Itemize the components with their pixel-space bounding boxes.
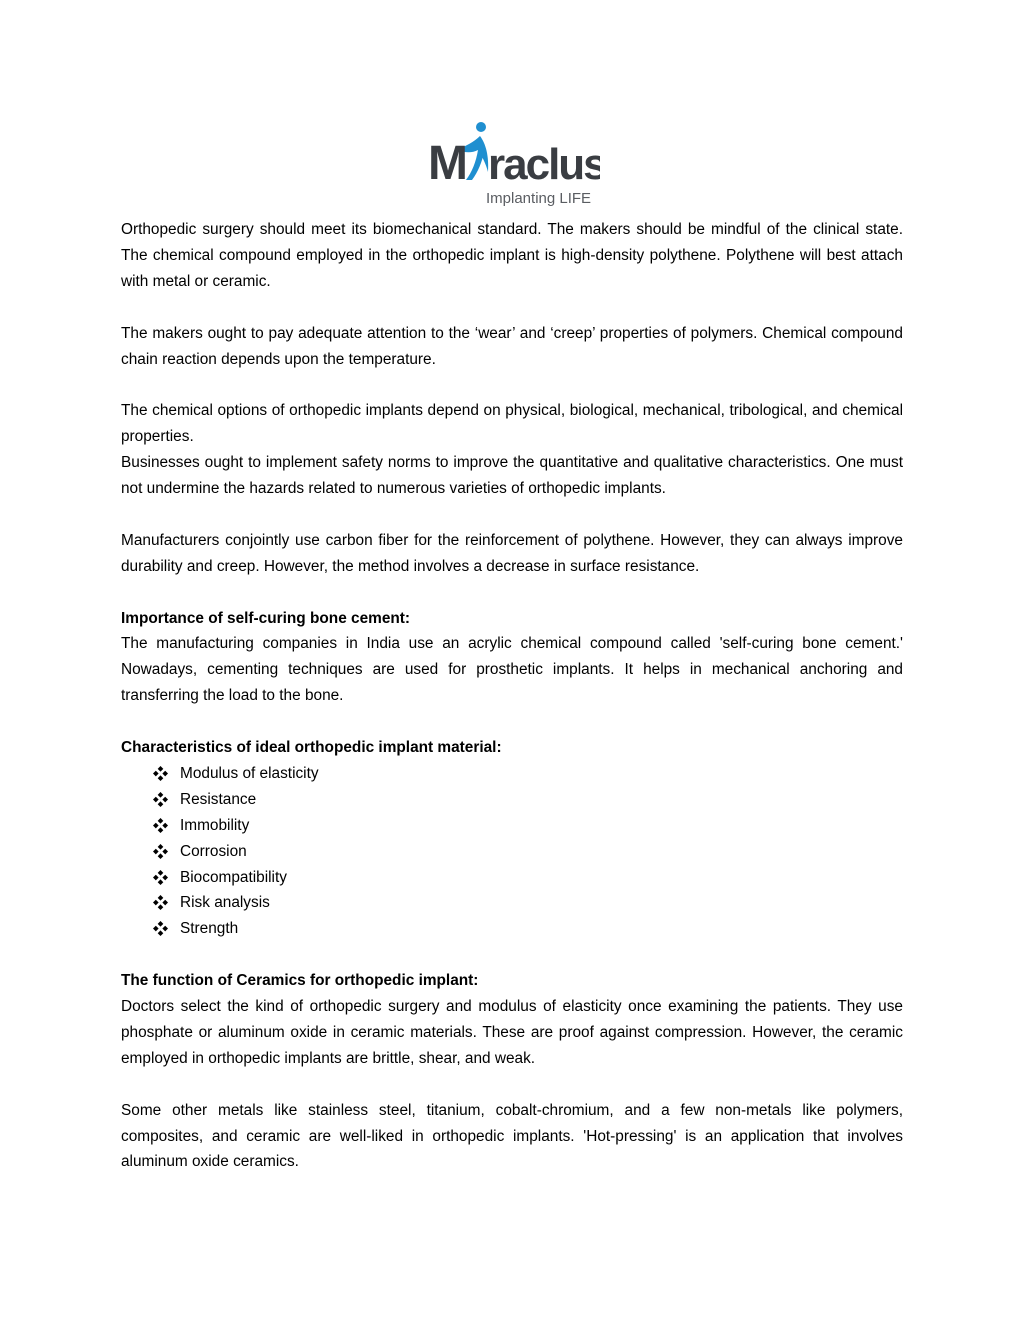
characteristics-list [121, 761, 903, 942]
diamond-bullet-icon [153, 870, 168, 885]
list-item [153, 865, 903, 891]
diamond-bullet-icon [153, 792, 168, 807]
article-body [121, 217, 903, 1175]
paragraph-biomechanical: Orthopedic surgery should meet its biomechanical standard. The makers should be mindful of the clinical state. The chemical compound employed in the orthopedic implant is high-density polythene. Polythene will best attach with metal or ceramic. [121, 221, 903, 290]
list-item-label: Strength [180, 920, 239, 938]
logo-tagline: Implanting LIFE [486, 190, 592, 207]
miraclus-logo-graphic [428, 120, 600, 208]
miraclus-logo [428, 120, 600, 208]
diamond-bullet-icon [153, 844, 168, 859]
paragraph-safety-norms: Businesses ought to implement safety norms to improve the quantitative and qualitative characteristics. One must not undermine the hazards related to numerous varieties of orthopedic implants. [121, 454, 903, 498]
diamond-bullet-icon [153, 766, 168, 781]
list-item [153, 787, 903, 813]
heading-bone-cement: Importance of self-curing bone cement: [121, 609, 411, 627]
diamond-bullet-icon [153, 921, 168, 936]
paragraph-chemical-options: The chemical options of orthopedic implants depend on physical, biological, mechanical, tribological, and chemical properties. [121, 402, 903, 446]
diamond-bullet-icon [153, 818, 168, 833]
heading-characteristics: Characteristics of ideal orthopedic implant material: [121, 739, 502, 757]
diamond-bullet-icon [153, 895, 168, 910]
logo-wordmark-rest: raclus [488, 140, 600, 189]
paragraph-carbon-fiber: Manufacturers conjointly use carbon fiber for the reinforcement of polythene. However, they can always improve durability and creep. However, the method involves a decrease in surface resistance. [121, 531, 903, 575]
list-item [153, 916, 903, 942]
list-item [153, 890, 903, 916]
list-item-label: Resistance [180, 790, 257, 808]
list-item [153, 839, 903, 865]
logo-letter-m: M [428, 137, 466, 190]
paragraph-wear-creep: The makers ought to pay adequate attention to the ‘wear’ and ‘creep’ properties of polymers. Chemical compound chain reaction depends upon the temperature. [121, 324, 903, 368]
heading-ceramics: The function of Ceramics for orthopedic implant: [121, 972, 479, 990]
list-item [153, 761, 903, 787]
paragraph-other-metals: Some other metals like stainless steel, titanium, cobalt-chromium, and a few non-metals like polymers, composites, and ceramic are well-liked in orthopedic implants. 'Hot-pressing' is an application that involves aluminum oxide ceramics. [121, 1101, 903, 1171]
list-item-label: Modulus of elasticity [180, 764, 319, 782]
paragraph-bone-cement: The manufacturing companies in India use an acrylic chemical compound called 'self-curing bone cement.' Nowadays, cementing techniques are used for prosthetic implants. It helps in mechanical anchoring and transferring the load to the bone. [121, 635, 903, 705]
list-item-label: Biocompatibility [180, 868, 287, 886]
list-item-label: Risk analysis [180, 894, 270, 912]
list-item-label: Immobility [180, 816, 250, 834]
list-item [153, 813, 903, 839]
list-item-label: Corrosion [180, 842, 247, 860]
paragraph-ceramics: Doctors select the kind of orthopedic surgery and modulus of elasticity once examining the patients. They use phosphate or aluminum oxide in ceramic materials. These are proof against compression. However, the ceramic employed in orthopedic implants are brittle, shear, and weak. [121, 997, 903, 1067]
